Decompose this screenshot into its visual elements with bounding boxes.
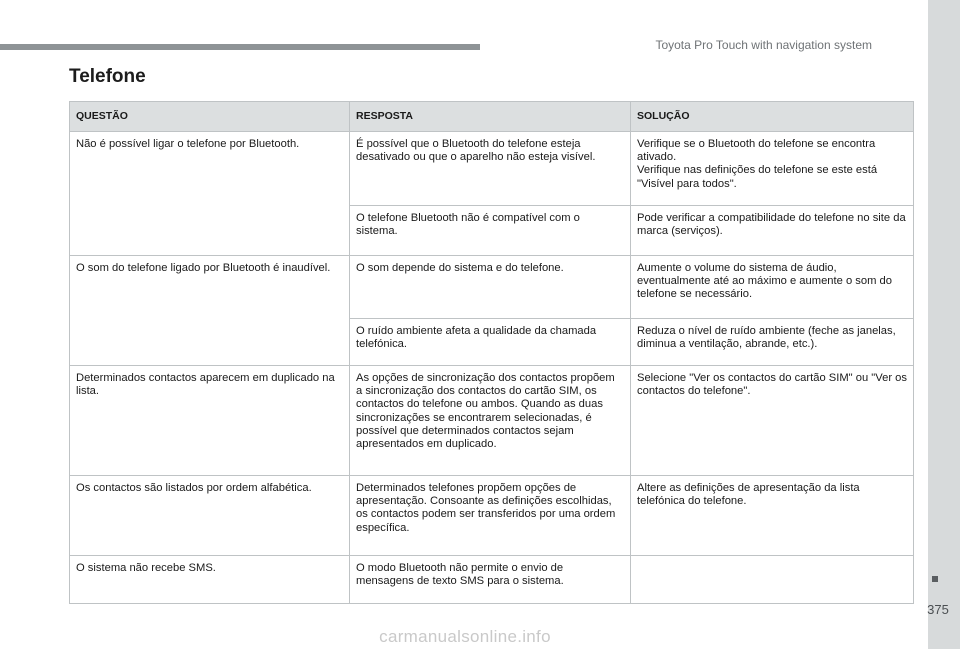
solution-cell: Selecione "Ver os contactos do cartão SIM" ou "Ver os contactos do telefone". <box>631 366 914 476</box>
column-header-answer: RESPOSTA <box>350 102 631 132</box>
question-cell: Não é possível ligar o telefone por Bluetooth. <box>70 132 350 256</box>
answer-cell: Determinados telefones propõem opções de apresentação. Consoante as definições escolhidas, os contactos podem ser transferidos por uma ordem específica. <box>350 476 631 556</box>
answer-cell: As opções de sincronização dos contactos propõem a sincronização dos contactos do cartão SIM, os contactos do telefone ou ambos. Quando as duas sincronizações se encontrarem selecionadas, é possível que determinados contactos sejam apresentados em duplicado. <box>350 366 631 476</box>
answer-cell: O som depende do sistema e do telefone. <box>350 256 631 319</box>
question-cell: O som do telefone ligado por Bluetooth é inaudível. <box>70 256 350 366</box>
solution-cell: Pode verificar a compatibilidade do telefone no site da marca (serviços). <box>631 206 914 256</box>
answer-cell: O ruído ambiente afeta a qualidade da chamada telefónica. <box>350 319 631 366</box>
table-row <box>70 256 914 319</box>
solution-cell: Altere as definições de apresentação da lista telefónica do telefone. <box>631 476 914 556</box>
question-cell: Determinados contactos aparecem em duplicado na lista. <box>70 366 350 476</box>
page-marker <box>932 576 938 582</box>
header-rule <box>0 44 480 50</box>
answer-cell: O modo Bluetooth não permite o envio de mensagens de texto SMS para o sistema. <box>350 556 631 604</box>
question-cell: Os contactos são listados por ordem alfabética. <box>70 476 350 556</box>
side-band <box>928 0 960 649</box>
question-cell: O sistema não recebe SMS. <box>70 556 350 604</box>
answer-cell: O telefone Bluetooth não é compatível com o sistema. <box>350 206 631 256</box>
solution-cell <box>631 556 914 604</box>
table-row <box>70 132 914 206</box>
answer-cell: É possível que o Bluetooth do telefone esteja desativado ou que o aparelho não esteja visível. <box>350 132 631 206</box>
watermark: carmanualsonline.info <box>379 627 551 646</box>
table-row <box>70 476 914 556</box>
solution-cell: Reduza o nível de ruído ambiente (feche as janelas, diminua a ventilação, abrande, etc.). <box>631 319 914 366</box>
table-header-row <box>70 102 914 132</box>
column-header-solution: SOLUÇÃO <box>631 102 914 132</box>
page-number: 375 <box>927 602 949 617</box>
column-header-question: QUESTÃO <box>70 102 350 132</box>
troubleshooting-table <box>69 101 914 604</box>
section-title: Telefone <box>69 66 146 87</box>
solution-cell: Verifique se o Bluetooth do telefone se encontra ativado. Verifique nas definições do telefone se este está "Visível para todos". <box>631 132 914 206</box>
table-row <box>70 556 914 604</box>
solution-cell: Aumente o volume do sistema de áudio, eventualmente até ao máximo e aumente o som do telefone se necessário. <box>631 256 914 319</box>
product-title: Toyota Pro Touch with navigation system <box>655 38 872 52</box>
table-row <box>70 366 914 476</box>
